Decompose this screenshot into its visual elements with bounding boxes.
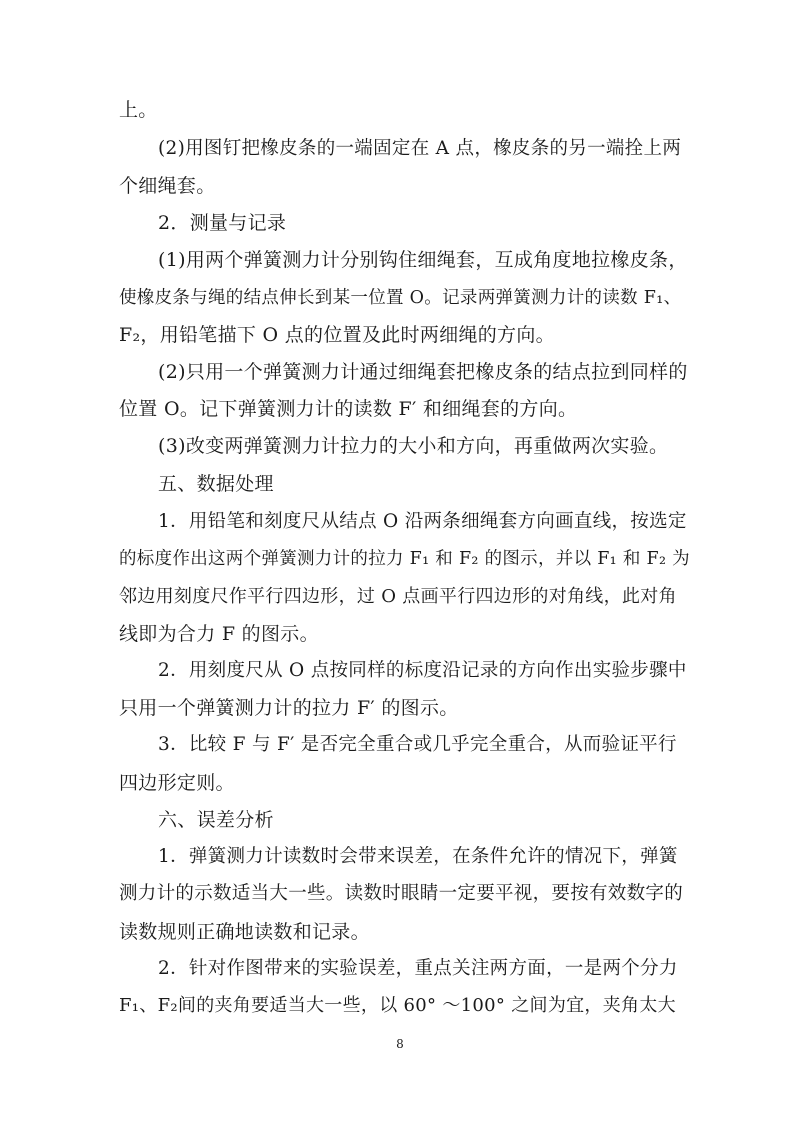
text-line: 邻边用刻度尺作平行四边形，过 O 点画平行四边形的对角线，此对角 [119, 586, 677, 607]
text-line: 读数规则正确地读数和记录。 [119, 921, 370, 943]
text-line: 只用一个弹簧测力计的拉力 F′ 的图示。 [119, 697, 459, 719]
text-line: 1．用铅笔和刻度尺从结点 O 沿两条细绳套方向画直线，按选定 [158, 511, 687, 532]
text-line: (3)改变两弹簧测力计拉力的大小和方向，再重做两次实验。 [158, 435, 669, 457]
page-number: 8 [396, 1037, 404, 1051]
text-line: (2)用图钉把橡皮条的一端固定在 A 点，橡皮条的另一端拴上两 [158, 138, 682, 159]
text-line: F₂，用铅笔描下 O 点的位置及此时两细绳的方向。 [119, 324, 555, 346]
text-line: 个细绳套。 [119, 175, 216, 197]
text-line: 使橡皮条与绳的结点伸长到某一位置 O。记录两弹簧测力计的读数 F₁、 [119, 288, 682, 308]
text-line: 的标度作出这两个弹簧测力计的拉力 F₁ 和 F₂ 的图示，并以 F₁ 和 F₂ 为 [119, 549, 690, 569]
text-line: 3．比较 F 与 F′ 是否完全重合或几乎完全重合，从而验证平行 [158, 734, 677, 755]
text-line: 2．针对作图带来的实验误差，重点关注两方面，一是两个分力 [158, 958, 678, 979]
text-line: 2．用刻度尺从 O 点按同样的标度沿记录的方向作出实验步骤中 [158, 660, 687, 681]
text-line: 线即为合力 F 的图示。 [119, 623, 319, 645]
text-line: 位置 O。记下弹簧测力计的读数 F′ 和细绳套的方向。 [119, 398, 578, 420]
section-heading: 五、数据处理 [158, 473, 274, 495]
text-line: 四边形定则。 [119, 772, 235, 794]
section-heading: 2．测量与记录 [158, 212, 287, 234]
text-line: 上。 [119, 99, 158, 121]
section-heading: 六、误差分析 [158, 809, 274, 831]
text-line: 1．弹簧测力计读数时会带来误差，在条件允许的情况下，弹簧 [158, 846, 678, 867]
text-line: (1)用两个弹簧测力计分别钩住细绳套，互成角度地拉橡皮条， [158, 249, 688, 271]
text-line: 测力计的示数适当大一些。读数时眼睛一定要平视，要按有效数字的 [119, 883, 684, 904]
text-line: (2)只用一个弹簧测力计通过细绳套把橡皮条的结点拉到同样的 [158, 361, 688, 383]
text-line: F₁、F₂间的夹角要适当大一些，以 60° ～100° 之间为宜，夹角太大 [119, 995, 676, 1016]
